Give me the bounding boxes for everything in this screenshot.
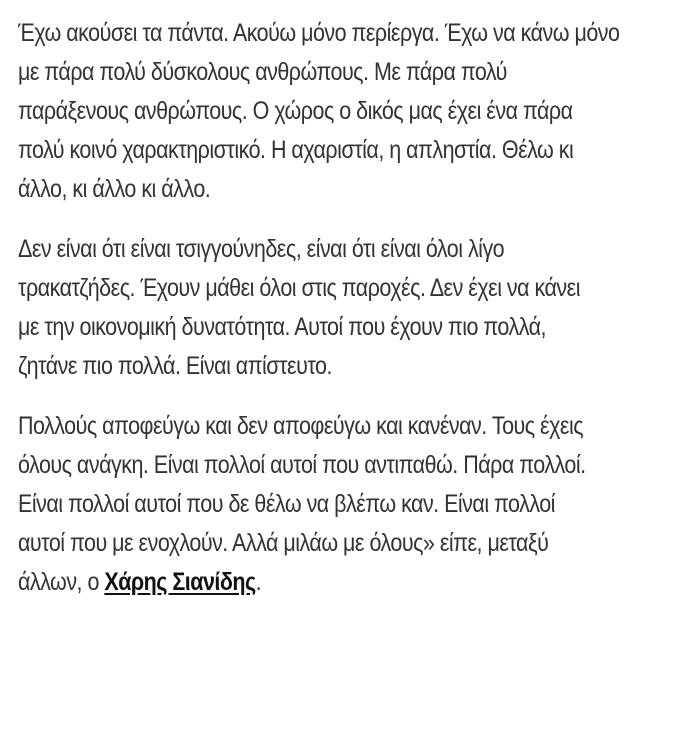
text-fragment: . bbox=[255, 568, 262, 596]
person-name-link[interactable]: Χάρης Σιανίδης bbox=[104, 568, 256, 596]
text-line: με την οικονομική δυνατότητα. Αυτοί που έχουν πιο πολλά, bbox=[18, 313, 546, 341]
paragraph-3 bbox=[18, 407, 637, 602]
text-line: Έχω ακούσει τα πάντα. Ακούω μόνο περίεργα. Έχω να κάνω μόνο bbox=[18, 19, 620, 47]
text-line: άλλο, κι άλλο κι άλλο. bbox=[18, 175, 211, 203]
text-line: Δεν είναι ότι είναι τσιγγούνηδες, είναι ότι είναι όλοι λίγο bbox=[18, 235, 505, 263]
paragraph-2 bbox=[18, 230, 637, 386]
text-line: ζητάνε πιο πολλά. Είναι απίστευτο. bbox=[18, 352, 332, 380]
text-line: Πολλούς αποφεύγω και δεν αποφεύγω και κανέναν. Τους έχεις bbox=[18, 412, 584, 440]
text-fragment: άλλων, ο bbox=[18, 568, 105, 596]
text-line: όλους ανάγκη. Είναι πολλοί αυτοί που αντιπαθώ. Πάρα πολλοί. bbox=[18, 451, 586, 479]
paragraph-1 bbox=[18, 14, 637, 209]
article-body bbox=[18, 14, 637, 623]
text-line: αυτοί που με ενοχλούν. Αλλά μιλάω με όλους» είπε, μεταξύ bbox=[18, 529, 549, 557]
text-line-with-link bbox=[18, 563, 637, 602]
text-line: τρακατζήδες. Έχουν μάθει όλοι στις παροχές. Δεν έχει να κάνει bbox=[18, 274, 580, 302]
text-line: Είναι πολλοί αυτοί που δε θέλω να βλέπω καν. Είναι πολλοί bbox=[18, 490, 555, 518]
text-line: με πάρα πολύ δύσκολους ανθρώπους. Με πάρα πολύ bbox=[18, 58, 507, 86]
text-line: παράξενους ανθρώπους. Ο χώρος ο δικός μας έχει ένα πάρα bbox=[18, 97, 573, 125]
text-line: πολύ κοινό χαρακτηριστικό. Η αχαριστία, η απληστία. Θέλω κι bbox=[18, 136, 574, 164]
